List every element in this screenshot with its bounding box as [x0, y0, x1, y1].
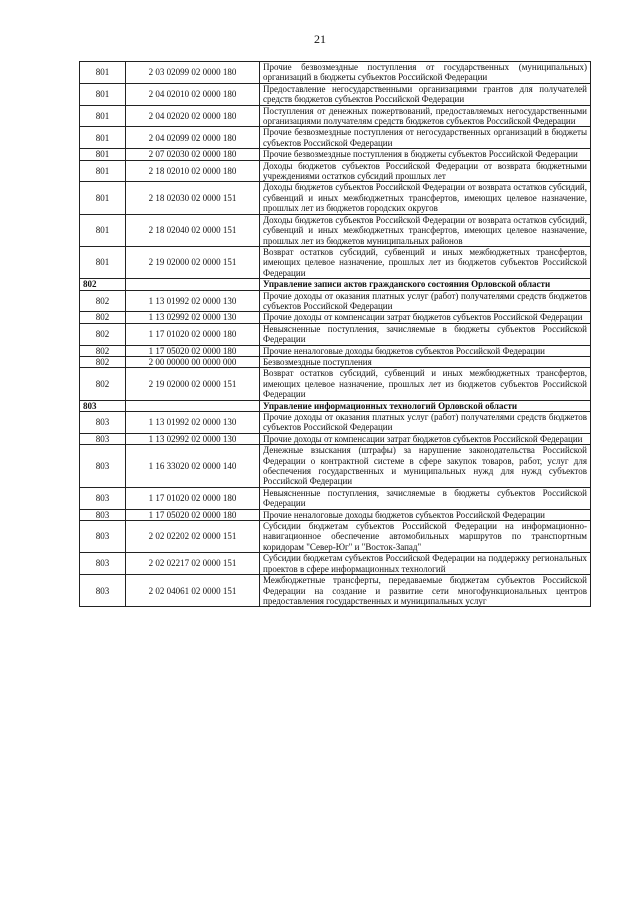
- budget-code-cell: 1 17 05020 02 0000 180: [126, 509, 260, 520]
- description-cell: Денежные взыскания (штрафы) за нарушение законодательства Российской Федерации о контрактной системе в сфере закупок товаров, работ, услуг для обеспечения государственных и муниципальных нужд для нужд субъектов Российской Федерации: [260, 445, 591, 488]
- budget-code-cell: 2 00 00000 00 0000 000: [126, 356, 260, 367]
- description-cell: Прочие безвозмездные поступления в бюджеты субъектов Российской Федерации: [260, 149, 591, 160]
- table-row: [80, 62, 591, 84]
- budget-code-cell: 1 13 02992 02 0000 130: [126, 312, 260, 323]
- admin-code-cell: 801: [80, 214, 126, 246]
- table-row: [80, 521, 591, 553]
- table-row: [80, 290, 591, 312]
- page-number: 21: [314, 32, 326, 46]
- table-row: [80, 575, 591, 607]
- admin-code-cell: 801: [80, 246, 126, 278]
- admin-code-cell: 801: [80, 83, 126, 105]
- description-cell: Поступления от денежных пожертвований, предоставляемых негосударственными организациями получателям средств бюджетов субъектов Российской Федерации: [260, 105, 591, 127]
- description-cell: Доходы бюджетов субъектов Российской Федерации от возврата остатков субсидий, субвенций и иных межбюджетных трансфертов, имеющих целевое назначение, прошлых лет из бюджетов муниципальных районов: [260, 214, 591, 246]
- admin-code-cell: 803: [80, 553, 126, 575]
- description-cell: Прочие доходы от оказания платных услуг (работ) получателями средств бюджетов субъектов Российской Федерации: [260, 412, 591, 434]
- table-row: [80, 214, 591, 246]
- description-cell: Прочие доходы от компенсации затрат бюджетов субъектов Российской Федерации: [260, 433, 591, 444]
- admin-code-cell: 802: [80, 279, 126, 290]
- table-row: [80, 182, 591, 214]
- budget-code-cell: 2 02 04061 02 0000 151: [126, 575, 260, 607]
- description-cell: Прочие неналоговые доходы бюджетов субъектов Российской Федерации: [260, 509, 591, 520]
- budget-code-cell: 1 17 05020 02 0000 180: [126, 345, 260, 356]
- budget-code-cell: [126, 400, 260, 411]
- description-cell: Возврат остатков субсидий, субвенций и иных межбюджетных трансфертов, имеющих целевое назначение, прошлых лет из бюджетов субъектов Российской Федерации: [260, 246, 591, 278]
- budget-code-cell: 2 02 02202 02 0000 151: [126, 521, 260, 553]
- table-row: [80, 127, 591, 149]
- admin-code-cell: 802: [80, 290, 126, 312]
- table-row: [80, 553, 591, 575]
- admin-code-cell: 801: [80, 182, 126, 214]
- description-cell: Субсидии бюджетам субъектов Российской Федерации на информационно-навигационное обеспечение автомобильных маршрутов по транспортным коридорам "Север-Юг" и "Восток-Запад": [260, 521, 591, 553]
- description-cell: Невыясненные поступления, зачисляемые в бюджеты субъектов Российской Федерации: [260, 323, 591, 345]
- budget-code-cell: 2 07 02030 02 0000 180: [126, 149, 260, 160]
- budget-code-cell: 2 04 02020 02 0000 180: [126, 105, 260, 127]
- admin-code-cell: 802: [80, 323, 126, 345]
- table-row: [80, 345, 591, 356]
- table-row: [80, 487, 591, 509]
- admin-code-cell: 803: [80, 575, 126, 607]
- budget-code-cell: [126, 279, 260, 290]
- table-section-header: [80, 400, 591, 411]
- budget-code-cell: 2 04 02010 02 0000 180: [126, 83, 260, 105]
- description-cell: Безвозмездные поступления: [260, 356, 591, 367]
- admin-code-cell: 803: [80, 445, 126, 488]
- budget-code-cell: 2 19 02000 02 0000 151: [126, 246, 260, 278]
- table-row: [80, 433, 591, 444]
- admin-code-cell: 803: [80, 487, 126, 509]
- table-row: [80, 445, 591, 488]
- table-row: [80, 83, 591, 105]
- budget-code-cell: 1 13 02992 02 0000 130: [126, 433, 260, 444]
- admin-code-cell: 803: [80, 400, 126, 411]
- table-row: [80, 105, 591, 127]
- description-cell: Прочие доходы от компенсации затрат бюджетов субъектов Российской Федерации: [260, 312, 591, 323]
- table-row: [80, 509, 591, 520]
- description-cell: Субсидии бюджетам субъектов Российской Федерации на поддержку региональных проектов в сфере информационных технологий: [260, 553, 591, 575]
- admin-code-cell: 801: [80, 149, 126, 160]
- table-row: [80, 368, 591, 400]
- table-row: [80, 312, 591, 323]
- budget-code-cell: 2 04 02099 02 0000 180: [126, 127, 260, 149]
- admin-code-cell: 801: [80, 127, 126, 149]
- admin-code-cell: 803: [80, 433, 126, 444]
- admin-code-cell: 803: [80, 521, 126, 553]
- table-row: [80, 149, 591, 160]
- budget-code-cell: 2 03 02099 02 0000 180: [126, 62, 260, 84]
- description-cell: Управление записи актов гражданского состояния Орловской области: [260, 279, 591, 290]
- table-body: [80, 62, 591, 607]
- table-section-header: [80, 279, 591, 290]
- table-row: [80, 323, 591, 345]
- budget-code-cell: 1 17 01020 02 0000 180: [126, 487, 260, 509]
- budget-code-cell: 2 18 02030 02 0000 151: [126, 182, 260, 214]
- admin-code-cell: 802: [80, 345, 126, 356]
- description-cell: Прочие неналоговые доходы бюджетов субъектов Российской Федерации: [260, 345, 591, 356]
- table-row: [80, 160, 591, 182]
- budget-code-cell: 2 18 02040 02 0000 151: [126, 214, 260, 246]
- table-row: [80, 356, 591, 367]
- description-cell: Предоставление негосударственными организациями грантов для получателей средств бюджетов субъектов Российской Федерации: [260, 83, 591, 105]
- admin-code-cell: 802: [80, 312, 126, 323]
- description-cell: Доходы бюджетов субъектов Российской Федерации от возврата остатков субсидий, субвенций и иных межбюджетных трансфертов, имеющих целевое назначение, прошлых лет из бюджетов городских округов: [260, 182, 591, 214]
- admin-code-cell: 802: [80, 368, 126, 400]
- budget-code-cell: 2 19 02000 02 0000 151: [126, 368, 260, 400]
- admin-code-cell: 803: [80, 412, 126, 434]
- budget-code-cell: 1 13 01992 02 0000 130: [126, 412, 260, 434]
- budget-code-cell: 1 13 01992 02 0000 130: [126, 290, 260, 312]
- description-cell: Возврат остатков субсидий, субвенций и иных межбюджетных трансфертов, имеющих целевое назначение, прошлых лет из бюджетов субъектов Российской Федерации: [260, 368, 591, 400]
- description-cell: Прочие безвозмездные поступления от негосударственных организаций в бюджеты субъектов Российской Федерации: [260, 127, 591, 149]
- admin-code-cell: 801: [80, 62, 126, 84]
- description-cell: Межбюджетные трансферты, передаваемые бюджетам субъектов Российской Федерации на создание и развитие сети многофункциональных центров предоставления государственных и муниципальных услуг: [260, 575, 591, 607]
- description-cell: Прочие безвозмездные поступления от государственных (муниципальных) организаций в бюджеты субъектов Российской Федерации: [260, 62, 591, 84]
- revenue-codes-table: [79, 61, 591, 607]
- description-cell: Прочие доходы от оказания платных услуг (работ) получателями средств бюджетов субъектов Российской Федерации: [260, 290, 591, 312]
- table-row: [80, 412, 591, 434]
- description-cell: Доходы бюджетов субъектов Российской Федерации от возврата бюджетными учреждениями остатков субсидий прошлых лет: [260, 160, 591, 182]
- table-row: [80, 246, 591, 278]
- budget-code-cell: 1 17 01020 02 0000 180: [126, 323, 260, 345]
- admin-code-cell: 801: [80, 105, 126, 127]
- admin-code-cell: 801: [80, 160, 126, 182]
- budget-code-cell: 2 02 02217 02 0000 151: [126, 553, 260, 575]
- admin-code-cell: 802: [80, 356, 126, 367]
- budget-code-cell: 1 16 33020 02 0000 140: [126, 445, 260, 488]
- admin-code-cell: 803: [80, 509, 126, 520]
- budget-code-cell: 2 18 02010 02 0000 180: [126, 160, 260, 182]
- description-cell: Управление информационных технологий Орловской области: [260, 400, 591, 411]
- description-cell: Невыясненные поступления, зачисляемые в бюджеты субъектов Российской Федерации: [260, 487, 591, 509]
